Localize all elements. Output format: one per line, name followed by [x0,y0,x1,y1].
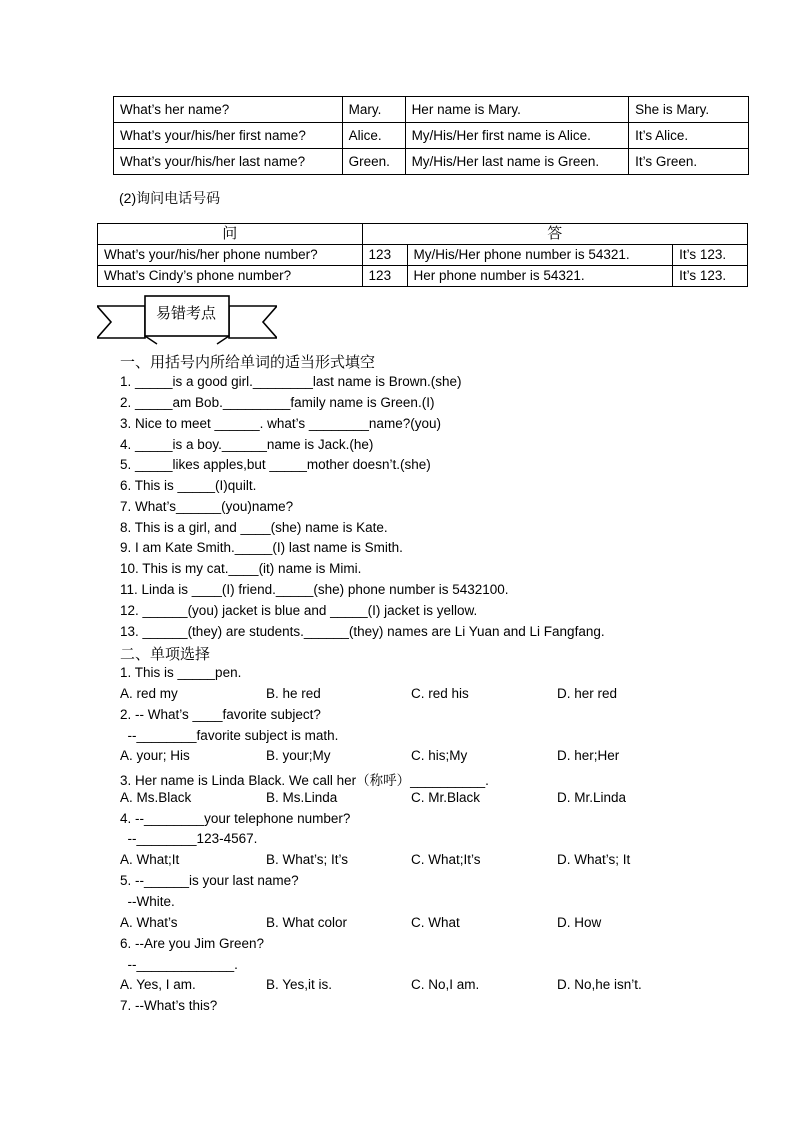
table-cell: It’s Green. [629,149,749,175]
option-b: B. What color [266,915,348,930]
question-line: 6. --Are you Jim Green? [120,936,265,951]
question-line: 3. Her name is Linda Black. We call her（称呼）__________. [120,773,489,788]
answer-line: --________123-4567. [120,831,258,846]
option-c: C. What [411,915,460,930]
table-row [114,97,749,123]
table-row [98,266,748,287]
exercise-line: 7. What’s______(you)name? [120,499,294,514]
question-line: 7. --What’s this? [120,998,218,1013]
table-cell: What’s your/his/her phone number? [98,245,363,266]
option-b: B. Ms.Linda [266,790,338,805]
table-cell: Mary. [342,97,405,123]
option-a: A. What;It [120,852,180,867]
table-cell: It’s 123. [673,266,748,287]
exercise-line: 13. ______(they) are students.______(they) names are Li Yuan and Li Fangfang. [120,624,605,639]
table-header-row [98,224,748,245]
option-d: D. No,he isn’t. [557,977,642,992]
exercise-line: 11. Linda is ____(I) friend._____(she) phone number is 5432100. [120,582,509,597]
option-c: C. What;It’s [411,852,481,867]
table-cell: My/His/Her last name is Green. [405,149,629,175]
option-a: A. What’s [120,915,178,930]
exercise-line: 6. This is _____(I)quilt. [120,478,257,493]
table-row [114,149,749,175]
option-b: B. your;My [266,748,331,763]
exercise-line: 2. _____am Bob._________family name is Green.(I) [120,395,435,410]
name-table [113,96,749,175]
banner-label: 易错考点 [156,305,217,322]
exercise-line: 8. This is a girl, and ____(she) name is Kate. [120,520,388,535]
table-cell: What’s your/his/her last name? [114,149,343,175]
exercise-line: 3. Nice to meet ______. what’s ________name?(you) [120,416,441,431]
question-line: 4. --________your telephone number? [120,811,351,826]
option-b: B. he red [266,686,321,701]
exercise-line: 12. ______(you) jacket is blue and _____(I) jacket is yellow. [120,603,478,618]
option-d: D. her red [557,686,618,701]
option-d: D. What’s; It [557,852,631,867]
exercise-line: 4. _____is a boy.______name is Jack.(he) [120,437,374,452]
option-c: C. his;My [411,748,468,763]
table-cell: My/His/Her phone number is 54321. [407,245,673,266]
question-line: 1. This is _____pen. [120,665,242,680]
option-b: B. What’s; It’s [266,852,349,867]
header-question: 问 [98,224,363,245]
option-a: A. red my [120,686,178,701]
exercise-line: 10. This is my cat.____(it) name is Mimi. [120,561,362,576]
option-c: C. red his [411,686,469,701]
table-cell: Green. [342,149,405,175]
answer-line: --________favorite subject is math. [120,728,339,743]
option-d: D. Mr.Linda [557,790,627,805]
answer-line: --White. [120,894,175,909]
phone-table [97,223,748,287]
option-d: D. her;Her [557,748,620,763]
table-cell: What’s Cindy’s phone number? [98,266,363,287]
table-cell: What’s her name? [114,97,343,123]
table-row [114,123,749,149]
exercise-line: 5. _____likes apples,but _____mother doesn’t.(she) [120,457,431,472]
table-cell: What’s your/his/her first name? [114,123,343,149]
phone-section-heading: (2)询问电话号码 [119,190,221,206]
option-a: A. Ms.Black [120,790,192,805]
table-cell: Alice. [342,123,405,149]
option-c: C. No,I am. [411,977,480,992]
answer-line: --_____________. [120,957,238,972]
table-cell: 123 [362,266,407,287]
table-cell: It’s Alice. [629,123,749,149]
exercise-line: 9. I am Kate Smith._____(I) last name is Smith. [120,540,403,555]
option-b: B. Yes,it is. [266,977,333,992]
exercise-line: 1. _____is a good girl.________last name is Brown.(she) [120,374,462,389]
table-cell: 123 [362,245,407,266]
section-title: 一、用括号内所给单词的适当形式填空 [120,354,376,371]
table-cell: Her name is Mary. [405,97,629,123]
table-row [98,245,748,266]
question-line: 2. -- What’s ____favorite subject? [120,707,321,722]
option-a: A. Yes, I am. [120,977,196,992]
table-cell: She is Mary. [629,97,749,123]
table-cell: It’s 123. [673,245,748,266]
option-a: A. your; His [120,748,190,763]
option-c: C. Mr.Black [411,790,481,805]
table-cell: My/His/Her first name is Alice. [405,123,629,149]
option-d: D. How [557,915,602,930]
question-line: 5. --______is your last name? [120,873,299,888]
section-title: 二、单项选择 [120,646,211,663]
header-answer: 答 [362,224,747,245]
table-cell: Her phone number is 54321. [407,266,673,287]
